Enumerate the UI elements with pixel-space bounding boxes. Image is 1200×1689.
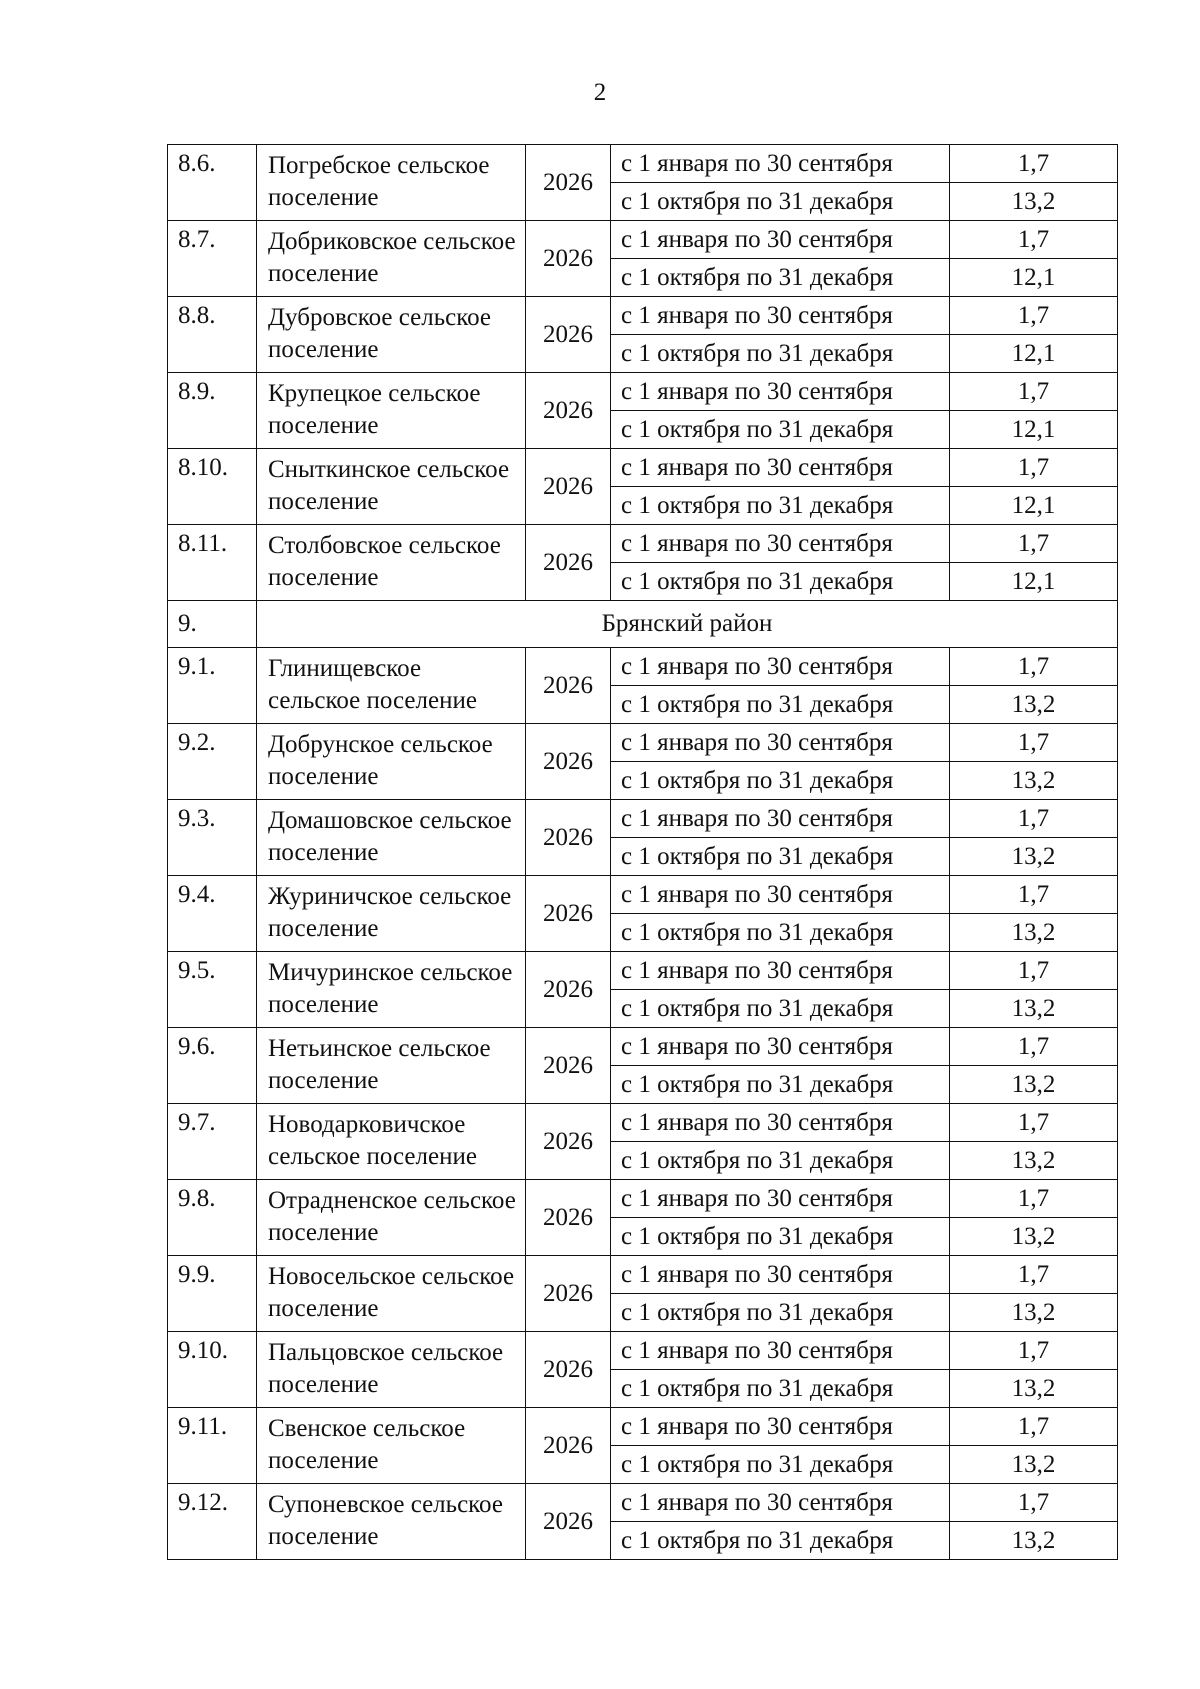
period-cell: с 1 октября по 31 декабря [611, 487, 950, 525]
rate-cell: 1,7 [950, 876, 1118, 914]
period-cell: с 1 октября по 31 декабря [611, 1142, 950, 1180]
rate-cell: 13,2 [950, 686, 1118, 724]
district-number: 9. [168, 601, 257, 648]
period-cell: с 1 января по 30 сентября [611, 449, 950, 487]
settlement-name: Домашовское сельское поселение [257, 800, 526, 876]
settlement-name: Супоневское сельское поселение [257, 1484, 526, 1560]
period-cell: с 1 октября по 31 декабря [611, 914, 950, 952]
settlement-name: Сныткинское сельское поселение [257, 449, 526, 525]
year-cell: 2026 [526, 1180, 611, 1256]
settlement-name: Мичуринское сельское поселение [257, 952, 526, 1028]
settlement-name: Отрадненское сельское поселение [257, 1180, 526, 1256]
period-cell: с 1 октября по 31 декабря [611, 762, 950, 800]
table-row [168, 648, 1118, 686]
period-cell: с 1 января по 30 сентября [611, 297, 950, 335]
rate-cell: 13,2 [950, 183, 1118, 221]
rate-cell: 1,7 [950, 1256, 1118, 1294]
rate-cell: 13,2 [950, 1522, 1118, 1560]
rate-cell: 13,2 [950, 914, 1118, 952]
settlement-name: Новодарковичское сельское поселение [257, 1104, 526, 1180]
period-cell: с 1 января по 30 сентября [611, 1332, 950, 1370]
year-cell: 2026 [526, 373, 611, 449]
table-row [168, 145, 1118, 183]
rate-cell: 13,2 [950, 1218, 1118, 1256]
year-cell: 2026 [526, 1256, 611, 1332]
row-number: 9.1. [168, 648, 257, 724]
rate-cell: 12,1 [950, 487, 1118, 525]
rate-cell: 1,7 [950, 724, 1118, 762]
row-number: 8.10. [168, 449, 257, 525]
rate-cell: 1,7 [950, 1180, 1118, 1218]
year-cell: 2026 [526, 297, 611, 373]
period-cell: с 1 октября по 31 декабря [611, 335, 950, 373]
row-number: 8.9. [168, 373, 257, 449]
district-row [168, 601, 1118, 648]
year-cell: 2026 [526, 1028, 611, 1104]
year-cell: 2026 [526, 525, 611, 601]
rate-cell: 12,1 [950, 411, 1118, 449]
rate-cell: 1,7 [950, 648, 1118, 686]
period-cell: с 1 января по 30 сентября [611, 221, 950, 259]
row-number: 9.11. [168, 1408, 257, 1484]
table-row [168, 449, 1118, 487]
rate-cell: 1,7 [950, 525, 1118, 563]
rate-cell: 13,2 [950, 1370, 1118, 1408]
year-cell: 2026 [526, 876, 611, 952]
year-cell: 2026 [526, 1104, 611, 1180]
period-cell: с 1 января по 30 сентября [611, 373, 950, 411]
period-cell: с 1 октября по 31 декабря [611, 1370, 950, 1408]
row-number: 9.4. [168, 876, 257, 952]
settlement-name: Дубровское сельское поселение [257, 297, 526, 373]
settlement-name: Добрунское сельское поселение [257, 724, 526, 800]
table-row [168, 373, 1118, 411]
row-number: 8.8. [168, 297, 257, 373]
year-cell: 2026 [526, 449, 611, 525]
rate-cell: 12,1 [950, 259, 1118, 297]
period-cell: с 1 октября по 31 декабря [611, 1066, 950, 1104]
settlement-name: Столбовское сельское поселение [257, 525, 526, 601]
row-number: 9.6. [168, 1028, 257, 1104]
settlement-name: Свенское сельское поселение [257, 1408, 526, 1484]
settlement-name: Добриковское сельское поселение [257, 221, 526, 297]
year-cell: 2026 [526, 648, 611, 724]
table-row [168, 1484, 1118, 1522]
settlement-name: Глинищевское сельское поселение [257, 648, 526, 724]
period-cell: с 1 октября по 31 декабря [611, 1522, 950, 1560]
table-row [168, 1332, 1118, 1370]
settlement-name: Новосельское сельское поселение [257, 1256, 526, 1332]
row-number: 8.7. [168, 221, 257, 297]
table-row [168, 1256, 1118, 1294]
period-cell: с 1 января по 30 сентября [611, 952, 950, 990]
rate-cell: 1,7 [950, 1028, 1118, 1066]
rate-table [167, 144, 1118, 1560]
rate-cell: 1,7 [950, 221, 1118, 259]
table-row [168, 724, 1118, 762]
rate-cell: 13,2 [950, 1294, 1118, 1332]
period-cell: с 1 января по 30 сентября [611, 724, 950, 762]
period-cell: с 1 октября по 31 декабря [611, 838, 950, 876]
rate-cell: 1,7 [950, 1408, 1118, 1446]
rate-cell: 12,1 [950, 563, 1118, 601]
period-cell: с 1 января по 30 сентября [611, 876, 950, 914]
period-cell: с 1 октября по 31 декабря [611, 1294, 950, 1332]
period-cell: с 1 октября по 31 декабря [611, 1218, 950, 1256]
rate-cell: 13,2 [950, 990, 1118, 1028]
table-row [168, 876, 1118, 914]
period-cell: с 1 октября по 31 декабря [611, 1446, 950, 1484]
rate-table-body [168, 145, 1118, 1560]
row-number: 8.11. [168, 525, 257, 601]
rate-cell: 1,7 [950, 373, 1118, 411]
period-cell: с 1 октября по 31 декабря [611, 990, 950, 1028]
row-number: 9.5. [168, 952, 257, 1028]
district-name: Брянский район [257, 601, 1118, 648]
rate-cell: 13,2 [950, 838, 1118, 876]
rate-cell: 1,7 [950, 145, 1118, 183]
period-cell: с 1 января по 30 сентября [611, 145, 950, 183]
period-cell: с 1 января по 30 сентября [611, 1256, 950, 1294]
period-cell: с 1 октября по 31 декабря [611, 259, 950, 297]
row-number: 9.12. [168, 1484, 257, 1560]
period-cell: с 1 января по 30 сентября [611, 1180, 950, 1218]
settlement-name: Журиничское сельское поселение [257, 876, 526, 952]
row-number: 9.2. [168, 724, 257, 800]
row-number: 8.6. [168, 145, 257, 221]
period-cell: с 1 января по 30 сентября [611, 1028, 950, 1066]
year-cell: 2026 [526, 221, 611, 297]
rate-cell: 12,1 [950, 335, 1118, 373]
settlement-name: Крупецкое сельское поселение [257, 373, 526, 449]
table-row [168, 1104, 1118, 1142]
period-cell: с 1 января по 30 сентября [611, 648, 950, 686]
rate-cell: 13,2 [950, 1142, 1118, 1180]
settlement-name: Погребское сельское поселение [257, 145, 526, 221]
rate-cell: 13,2 [950, 762, 1118, 800]
table-row [168, 525, 1118, 563]
settlement-name: Нетьинское сельское поселение [257, 1028, 526, 1104]
year-cell: 2026 [526, 1332, 611, 1408]
period-cell: с 1 января по 30 сентября [611, 800, 950, 838]
table-row [168, 1028, 1118, 1066]
period-cell: с 1 октября по 31 декабря [611, 563, 950, 601]
rate-cell: 1,7 [950, 297, 1118, 335]
table-row [168, 1408, 1118, 1446]
settlement-name: Пальцовское сельское поселение [257, 1332, 526, 1408]
period-cell: с 1 января по 30 сентября [611, 1484, 950, 1522]
year-cell: 2026 [526, 1408, 611, 1484]
rate-cell: 1,7 [950, 1104, 1118, 1142]
year-cell: 2026 [526, 800, 611, 876]
rate-cell: 1,7 [950, 952, 1118, 990]
year-cell: 2026 [526, 724, 611, 800]
row-number: 9.10. [168, 1332, 257, 1408]
rate-cell: 1,7 [950, 1332, 1118, 1370]
table-row [168, 800, 1118, 838]
period-cell: с 1 января по 30 сентября [611, 525, 950, 563]
table-row [168, 297, 1118, 335]
period-cell: с 1 января по 30 сентября [611, 1104, 950, 1142]
table-row [168, 221, 1118, 259]
year-cell: 2026 [526, 145, 611, 221]
period-cell: с 1 октября по 31 декабря [611, 686, 950, 724]
row-number: 9.9. [168, 1256, 257, 1332]
rate-cell: 1,7 [950, 800, 1118, 838]
year-cell: 2026 [526, 1484, 611, 1560]
row-number: 9.7. [168, 1104, 257, 1180]
rate-cell: 1,7 [950, 449, 1118, 487]
page-number: 2 [593, 79, 607, 106]
period-cell: с 1 октября по 31 декабря [611, 411, 950, 449]
table-row [168, 952, 1118, 990]
row-number: 9.8. [168, 1180, 257, 1256]
period-cell: с 1 января по 30 сентября [611, 1408, 950, 1446]
period-cell: с 1 октября по 31 декабря [611, 183, 950, 221]
rate-cell: 13,2 [950, 1066, 1118, 1104]
table-row [168, 1180, 1118, 1218]
row-number: 9.3. [168, 800, 257, 876]
year-cell: 2026 [526, 952, 611, 1028]
rate-cell: 13,2 [950, 1446, 1118, 1484]
rate-cell: 1,7 [950, 1484, 1118, 1522]
